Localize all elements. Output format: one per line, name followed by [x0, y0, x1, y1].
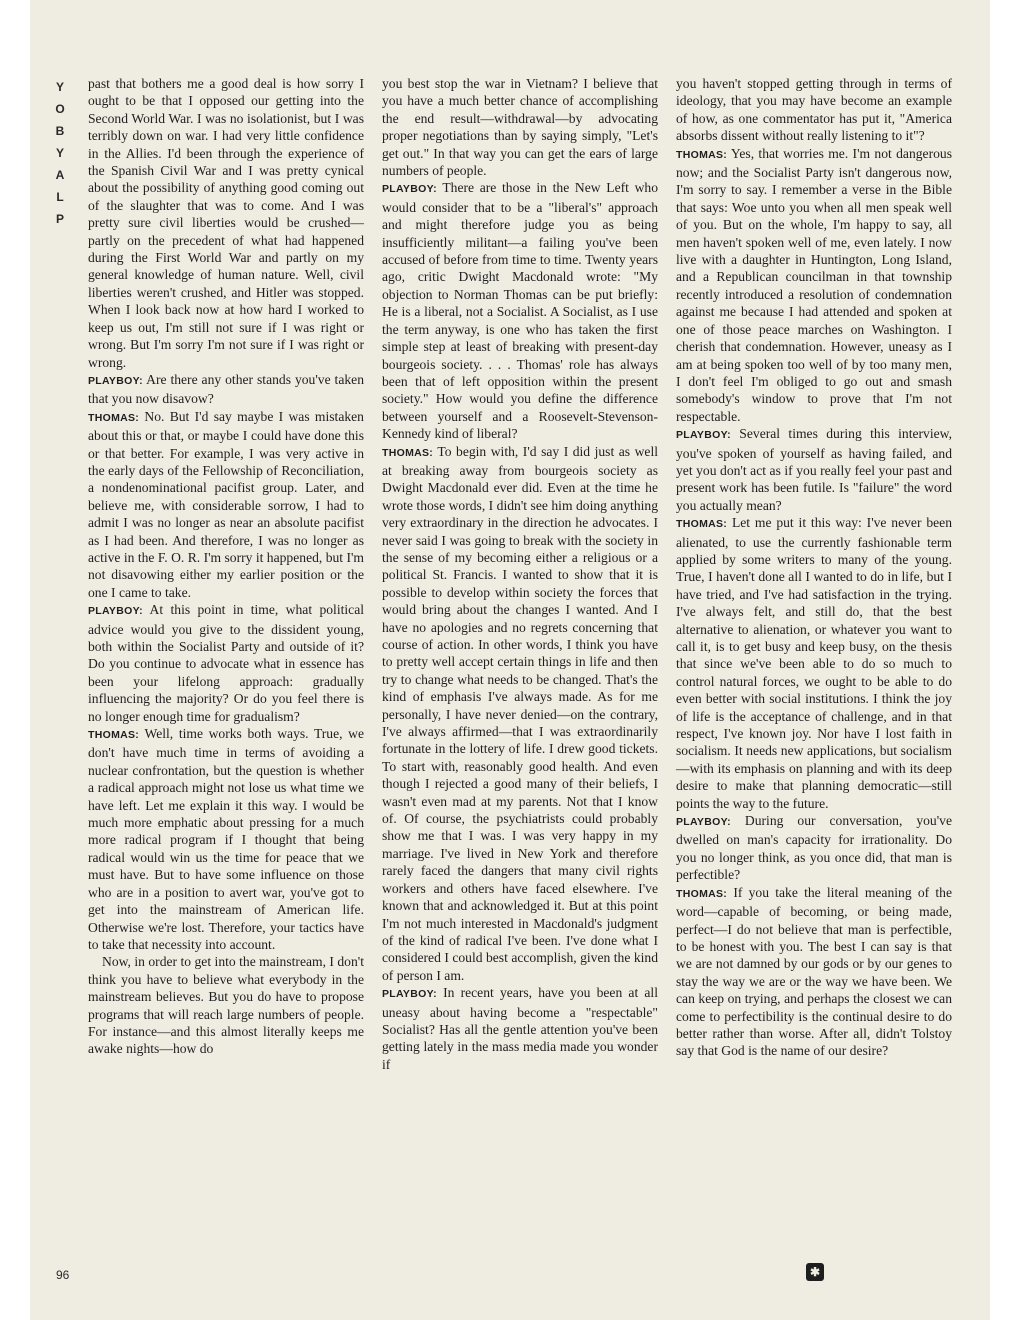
speaker-label: THOMAS: [676, 518, 728, 531]
paragraph-text: There are those in the New Left who would consider that to be a "liberal's" approach and might therefore judge you as being insufficiently militant—a failing you've been accused of before from time to time. Twenty years ago, critic Dwight Macdonald wrote: "My objection to Norman Thomas can be put briefly: He is a liberal, not a Socialist. A Socialist, as I use the term anyway, is one who has taken the first simple step at least of breaking with present-day bourgeois society. . . . Thomas' role has always been that of left opposition within the present society." How would you define the difference between yourself and a Roosevelt-Stevenson-Kennedy kind of liberal? [382, 180, 658, 442]
speaker-label: THOMAS: [88, 729, 140, 742]
paragraph-text: Now, in order to get into the mainstream, I don't think you have to believe what everybody in the mainstream believes. But you do have to propose programs that will reach large numbers of people. For instance—and this almost literally keeps me awake nights—how do [88, 954, 364, 1057]
article-paragraph [88, 725, 364, 953]
masthead-letter: B [55, 124, 65, 138]
paragraph-text: Are there any other stands you've taken that you now disavow? [88, 371, 364, 407]
speaker-label: THOMAS: [676, 887, 728, 900]
speaker-label: PLAYBOY: [676, 429, 731, 442]
article-paragraph [676, 514, 952, 812]
article-paragraph [382, 75, 658, 179]
speaker-label: PLAYBOY: [676, 816, 731, 829]
article-paragraph [382, 179, 658, 442]
article-paragraph [676, 812, 952, 884]
page-number: 96 [56, 1268, 70, 1282]
paragraph-text: During our conversation, you've dwelled on man's capacity for irrationality. Do you no longer think, as you once did, that man is perfectible? [676, 813, 952, 883]
article-paragraph [676, 884, 952, 1060]
speaker-label: PLAYBOY: [382, 988, 437, 1001]
article-paragraph [88, 371, 364, 408]
masthead-letter: Y [55, 80, 64, 94]
masthead-letter: L [56, 190, 64, 204]
paragraph-text: past that bothers me a good deal is how sorry I ought to be that I opposed our getting into the Second World War. I was no isolationist, but I was terribly down on war. I had very little confidence in the Allies. I'd been through the experience of the Spanish Civil War and I was pretty cynical about the possibility of anything good coming out of the slaughter that was to come. And I was pretty sure civil liberties would be crushed—partly on the precedent of what had happened during the First World War and partly on my general knowledge of human nature. Well, civil liberties weren't crushed, and Hitler was stopped. When I look back now at how hard I worked to keep us out, I'm still not sure if I was right or wrong. But I'm sorry I'm not sure if I was right or wrong. [88, 76, 364, 370]
masthead-letter: Y [55, 146, 64, 160]
paragraph-text: Let me put it this way: I've never been alienated, to use the currently fashionable term applied by some writers to many of the young. True, I haven't done all I wanted to do in life, but I have tried, and I've had satisfaction in the trying. I've always felt, and still do, that the best alternative to alienation, or whatever you want to call it, is to get busy and keep busy, on the thesis that since we've been able to do so much to control natural forces, we ought to be able to do even better with social institutions. I think the joy of life is the acceptance of challenge, and in that respect, I've known joy. Nor have I lost faith in socialism. It needs new applications, but socialism—with its emphasis on planning and with its deep desire to make that planning democratic—still points the way to the future. [676, 515, 952, 811]
article-paragraph [88, 601, 364, 725]
article-paragraph [676, 145, 952, 426]
article-paragraph [382, 984, 658, 1073]
article-paragraph [88, 953, 364, 1057]
paragraph-text: you best stop the war in Vietnam? I believe that you have a much better chance of accomplishing the end result—withdrawal—by advocating proper negotiations than by saying simply, "Let's get out." In that way you can get the ears of large numbers of people. [382, 76, 658, 179]
paragraph-text: To begin with, I'd say I did just as well at breaking away from bourgeois society as Dwight Macdonald ever did. Even at the time he wrote those words, I didn't see him doing anything very extraordinary in the direction he advocates. I never said I was going to break with the society in the sense of my becoming either a religious or a political St. Francis. I wanted to show that it is possible to develop within society the forces that would bring about the changes I wanted. And I have no apologies and no regrets concerning that course of action. In other words, I think you have to pretty well accept certain things in life and then try to change what needs to be changed. That's the kind of emphasis I've always made. As for me personally, I have never denied—on the contrary, I've always affirmed—that I was extraordinarily fortunate in the lottery of life. I drew good tickets. To start with, reasonably good health. And even though I rejected a good many of their beliefs, I wasn't even mad at my parents. Not that I know of. Of course, the psychiatrists could probably show me that I was. I was very happy in my marriage. I've lived in New York and therefore rarely faced the dangers that many civil rights workers and others have faced elsewhere. I've known that and acknowledged it. But at this point I'm not much interested in Macdonald's judgment of the kind of radical I've been. I've done what I considered I could best accomplish, given the kind of person I am. [382, 443, 658, 983]
speaker-label: THOMAS: [676, 148, 728, 161]
speaker-label: PLAYBOY: [88, 374, 143, 387]
text-column-1 [88, 75, 364, 1058]
masthead-letter: O [55, 102, 65, 116]
masthead-letter: A [55, 168, 65, 182]
text-column-3 [676, 75, 952, 1060]
end-mark-icon: ✱ [806, 1263, 824, 1281]
article-paragraph [88, 408, 364, 601]
paragraph-text: Well, time works both ways. True, we don't have much time in terms of avoiding a nuclear confrontation, but the question is whether a radical approach might not lose us what time we have left. Let me explain it this way. I would be much more emphatic about pressing for a much more radical program if I thought that being radical would win us the time for peace that we must have. But to have some influence on those who are in a position to avert war, you've got to get into the mainstream of American life. Otherwise we're lost. Therefore, your tactics have to take that necessity into account. [88, 726, 364, 952]
article-paragraph [676, 75, 952, 145]
paragraph-text: In recent years, have you been at all uneasy about having become a "respectable" Socialist? Has all the gentle attention you've been getting lately in the mass media made you wonder if [382, 985, 658, 1072]
paragraph-text: No. But I'd say maybe I was mistaken about this or that, or maybe I could have done this or that better. For example, I was very active in the early days of the Fellowship of Reconciliation, a nondenominational pacifist group. Later, and believe me, with considerable sorrow, I had to admit I was no longer as near an absolute pacifist as I had been. And therefore, I was no longer as active in the F. O. R. I'm sorry it happened, but I'm not disavowing either my earlier position or the one I came to take. [88, 408, 365, 600]
speaker-label: PLAYBOY: [88, 605, 143, 618]
speaker-label: THOMAS: [88, 411, 140, 424]
paragraph-text: Several times during this interview, you've spoken of yourself as having failed, and yet you don't act as if you really feel your past and present work has been futile. Is "failure" the word you actually mean? [676, 426, 952, 513]
paragraph-text: Yes, that worries me. I'm not dangerous now; and the Socialist Party isn't dangerous now, I'm sorry to say. I remember a verse in the Bible that says: Woe unto you when all men speak well of you. But on the whole, I'm happy to say, all men haven't spoken well of me, even lately. I now live with a daughter in Huntington, Long Island, and a Republican councilman in that township recently introduced a resolution of condemnation against me because I had attended and spoken at one of those peace marches on Washington. I cherish that condemnation. However, uneasy as I am at being spoken too well of by too many men, I don't feel I'm obliged to go out and smash somebody's window to prove that I'm not respectable. [676, 145, 952, 424]
article-paragraph [382, 443, 658, 985]
playboy-masthead-vertical [50, 76, 70, 230]
article-paragraph [88, 75, 364, 371]
speaker-label: PLAYBOY: [382, 183, 437, 196]
paragraph-text: If you take the literal meaning of the word—capable of becoming, or being made, perfect—I do not believe that man is perfectible, to be honest with you. The best I can say is that we are not damned by our gods or by our genes to stay the way we are or the way we have been. We can keep on trying, and perhaps the closest we can come to perfectibility is the continual desire to do better rather than worse. After all, didn't Tolstoy say that God is the name of our desire? [676, 884, 953, 1059]
speaker-label: THOMAS: [382, 446, 434, 459]
article-paragraph [676, 425, 952, 514]
masthead-letter: P [55, 212, 64, 226]
paragraph-text: you haven't stopped getting through in terms of ideology, that you may have become an example of how, as one commentator has put it, "America absorbs dissent without really listening to it"? [676, 76, 952, 144]
paragraph-text: At this point in time, what political advice would you give to the dissident young, both within the Socialist Party and outside of it? Do you continue to advocate what in essence has been your lifelong approach: gradually influencing the majority? Or do you feel there is no longer enough time for gradualism? [88, 602, 365, 724]
text-column-2 [382, 75, 658, 1073]
